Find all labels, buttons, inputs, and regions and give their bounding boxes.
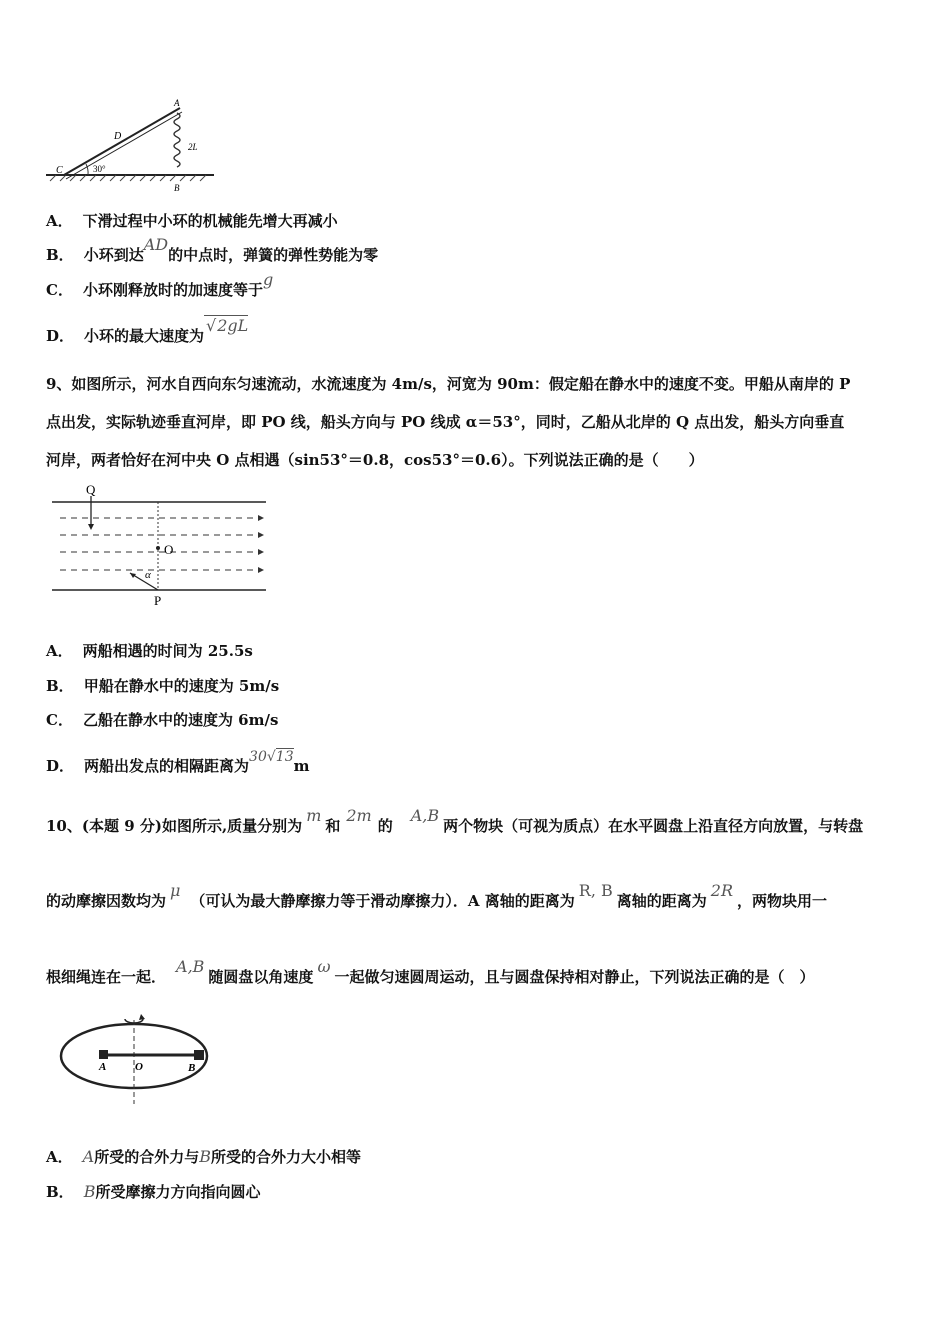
q8-option-a: A． 下滑过程中小环的机械能先增大再减小 (46, 212, 338, 230)
q10-option-b: B． B所受摩擦力方向指向圆心 (46, 1182, 261, 1201)
q10-option-a: A． A所受的合外力与B所受的合外力大小相等 (46, 1147, 361, 1166)
fig2-label-q: Q (86, 482, 96, 497)
fig2-label-o: O (164, 542, 174, 557)
fig3-label-o: O (135, 1061, 143, 1073)
q8-option-c: C． 小环刚释放时的加速度等于g (46, 270, 274, 299)
q9-option-d: D． 两船出发点的相隔距离为30√13m (46, 749, 310, 775)
q9-stem-line3: 河岸，两者恰好在河中央 O 点相遇（sin53°＝0.8，cos53°＝0.6）。下列说法正确的是（ ） (46, 451, 704, 469)
fig1-label-angle: 30° (93, 164, 106, 174)
sqrt-2gl: √2gL (206, 316, 249, 335)
fig3-label-a: A (99, 1061, 107, 1073)
fig2-label-p: P (154, 593, 162, 608)
fig1-label-2l: 2L (188, 142, 198, 152)
q10-stem-line2: 的动摩擦因数均为μ（可认为最大静摩擦力等于滑动摩擦力）．A 离轴的距离为R, B离轴的距离为2R，两物块用一 (46, 881, 828, 910)
q9-option-b: B． 甲船在静水中的速度为 5m/s (46, 677, 280, 695)
fig1-label-a: A (174, 98, 180, 108)
turntable-figure (55, 1008, 220, 1108)
q10-stem-line3: 根细绳连在一起．A,B随圆盘以角速度ω一起做匀速圆周运动，且与圆盘保持相对静止，下列说法正确的是（ ） (46, 957, 815, 986)
q9-option-c: C． 乙船在静水中的速度为 6m/s (46, 711, 279, 729)
q10-stem-line1: 10、(本题 9 分)如图所示,质量分别为m和2m的A,B两个物块（可视为质点）在水平圆盘上沿直径方向放置，与转盘 (46, 806, 864, 835)
fig1-label-c: C (56, 165, 63, 176)
fig3-label-b: B (188, 1062, 196, 1074)
q9-option-a: A． 两船相遇的时间为 25.5s (46, 642, 253, 660)
q8-option-b: B． 小环到达AD的中点时，弹簧的弹性势能为零 (46, 235, 379, 264)
q9-stem-line1: 9、如图所示，河水自西向东匀速流动，水流速度为 4m/s，河宽为 90m：假定船在静水中的速度不变。甲船从南岸的 P (46, 375, 851, 393)
river-figure (46, 480, 271, 610)
fig2-label-alpha: α (145, 569, 151, 581)
incline-figure (46, 95, 218, 195)
math-30-sqrt-13: 30√13 (249, 749, 294, 765)
fig1-label-d: D (114, 131, 122, 142)
q8-option-d: D． 小环的最大速度为√2gL (46, 316, 249, 345)
q9-stem-line2: 点出发，实际轨迹垂直河岸，即 PO 线，船头方向与 PO 线成 α＝53°，同时，乙船从北岸的 Q 点出发，船头方向垂直 (46, 413, 845, 431)
fig1-label-b: B (174, 183, 180, 193)
